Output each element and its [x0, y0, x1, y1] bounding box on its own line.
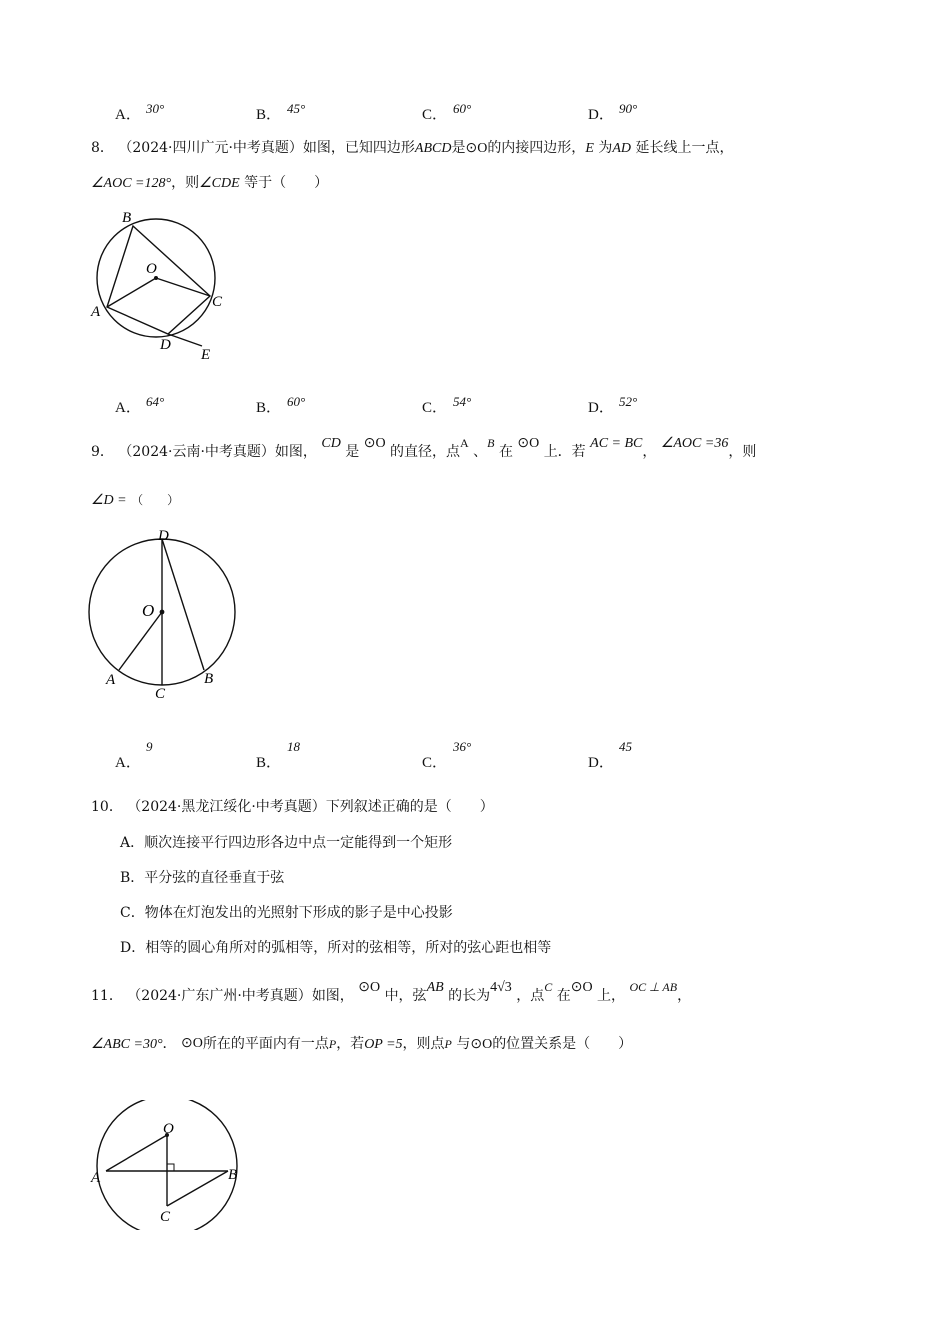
q10-option-a-letter: A． — [120, 835, 145, 851]
q10-source: （2024·黑龙江绥化·中考真题） — [127, 799, 326, 815]
q9-text: （ ） — [131, 493, 180, 507]
q8-text: 延长线上一点， — [635, 140, 734, 156]
q8-text: 等于（ ） — [244, 175, 329, 191]
q8-label-b: B — [122, 210, 132, 226]
q8-label-e: E — [201, 347, 211, 363]
q8-option-c-letter: C． — [422, 400, 448, 416]
q9-option-b-value: 18 — [287, 739, 300, 754]
q8-quad: ABCD — [414, 141, 452, 156]
q8-quadrilateral — [107, 226, 210, 334]
q11-text: 在 — [556, 988, 571, 1004]
q9-option-d-letter: D． — [588, 755, 614, 771]
q9-text: 、 — [473, 444, 488, 460]
q8-seg-ad: AD — [612, 141, 631, 156]
q9-line-1 — [91, 436, 757, 463]
q7-option-d-letter: D． — [588, 107, 614, 123]
q11-point-p-2: P — [444, 1037, 452, 1051]
q11-length: 4√3 — [490, 980, 512, 995]
q9-circle: ⊙O — [363, 436, 386, 451]
q11-text: 与 — [456, 1036, 471, 1052]
q8-text: ，则 — [171, 175, 200, 191]
q7-option-a-letter: A． — [115, 107, 141, 123]
q9-number: 9． — [91, 444, 114, 460]
q11-figure — [80, 1100, 260, 1230]
q7-option-b-value: 45° — [287, 101, 306, 116]
q9-label-c: C — [155, 686, 166, 700]
q9-point-a: A — [460, 436, 469, 450]
q9-center-dot — [160, 610, 165, 615]
q11-ab: AB — [426, 980, 444, 995]
q9-option-b-letter: B． — [256, 755, 282, 771]
q8-option-d-value: 52° — [619, 394, 638, 409]
q11-text: ，则点 — [402, 1036, 445, 1052]
q10-option-c-text: 物体在灯泡发出的光照射下形成的影子是中心投影 — [144, 905, 453, 921]
q8-label-o: O — [146, 261, 157, 277]
q10-option-a-text: 顺次连接平行四边形各边中点一定能得到一个矩形 — [144, 835, 453, 851]
q9-text: ，则 — [728, 444, 757, 460]
q11-text: 的位置关系是（ ） — [492, 1036, 633, 1052]
q9-source: （2024·云南·中考真题） — [118, 444, 275, 460]
q11-text: 中，弦 — [384, 988, 427, 1004]
q11-label-c: C — [160, 1209, 171, 1225]
q9-arc-equality: AC = BC — [590, 436, 643, 451]
q8-line-1 — [91, 138, 733, 159]
q8-option-c-value: 54° — [453, 394, 472, 409]
q10-option-d-letter: D． — [120, 940, 146, 956]
q11-circle: ⊙O — [358, 980, 381, 995]
q9-text: ， — [642, 444, 657, 460]
q8-number: 8． — [91, 140, 114, 156]
q8-text: 的内接四边形， — [487, 140, 586, 156]
q9-label-a: A — [106, 672, 116, 688]
q11-text: 的长为 — [448, 988, 491, 1004]
q11-line-1 — [91, 980, 692, 1007]
q9-text: 如图， — [274, 444, 317, 460]
q11-circle-2: ⊙O — [570, 980, 593, 995]
q10-option-c-letter: C． — [120, 905, 145, 921]
q9-text: 上．若 — [543, 444, 586, 460]
q10-option-c — [120, 903, 453, 923]
q8-option-b-letter: B． — [256, 400, 282, 416]
q7-option-d-value: 90° — [619, 101, 638, 116]
q8-given: ∠AOC =128° — [91, 176, 172, 191]
q8-option-a-letter: A． — [115, 400, 141, 416]
q7-option-c-value: 60° — [453, 101, 472, 116]
q8-source: （2024·四川广元·中考真题） — [118, 140, 303, 156]
q8-text: 如图，已知四边形 — [302, 140, 415, 156]
q9-figure — [80, 520, 250, 700]
q11-text: ，若 — [336, 1036, 365, 1052]
q8-point-e: E — [585, 141, 594, 156]
q8-label-a: A — [91, 304, 101, 320]
q11-line-2 — [91, 1034, 632, 1055]
q11-source: （2024·广东广州·中考真题） — [127, 988, 312, 1004]
q9-label-o: O — [142, 601, 155, 620]
q7-option-a-value: 30° — [146, 101, 165, 116]
q9-option-a-letter: A． — [115, 755, 141, 771]
q11-circle-3: ⊙O — [181, 1036, 203, 1051]
q9-option-c-letter: C． — [422, 755, 448, 771]
q9-given: ∠AOC =36 — [660, 436, 729, 451]
q10-option-a — [120, 833, 452, 853]
q8-segment-oc — [156, 278, 210, 296]
q11-perp: OC ⊥ AB — [629, 980, 678, 994]
q8-option-b-value: 60° — [287, 394, 306, 409]
q10-option-d — [120, 938, 551, 958]
q9-text: 是 — [345, 444, 360, 460]
q10-option-b-text: 平分弦的直径垂直于弦 — [144, 870, 285, 886]
q11-segment-oa — [106, 1135, 167, 1171]
q8-segment-de — [168, 334, 202, 346]
q11-circle-4: ⊙O — [470, 1037, 493, 1052]
q11-label-b: B — [228, 1167, 238, 1183]
q11-point-c: C — [544, 980, 553, 994]
q9-text: 的直径，点 — [390, 444, 461, 460]
q8-figure — [80, 200, 240, 370]
q8-text: 为 — [598, 140, 613, 156]
q8-ask: ∠CDE — [199, 176, 240, 191]
q9-segment-db — [162, 539, 204, 670]
q9-text: 在 — [498, 444, 513, 460]
q9-label-b: B — [204, 671, 214, 687]
q11-label-a: A — [91, 1170, 101, 1186]
q10-stem: 下列叙述正确的是（ ） — [325, 799, 494, 815]
q8-label-c: C — [212, 294, 223, 310]
q10-option-b — [120, 868, 284, 888]
q11-text: 如图， — [311, 988, 354, 1004]
q9-segment-oa — [119, 612, 162, 670]
q10-number: 10． — [91, 799, 123, 815]
q9-label-d: D — [158, 528, 169, 544]
q9-line-2 — [91, 490, 179, 511]
q9-option-c-value: 36° — [453, 739, 472, 754]
q11-point-p: P — [328, 1037, 337, 1051]
q11-text: 所在的平面内有一点 — [202, 1036, 329, 1052]
q9-ask: ∠D = — [91, 493, 127, 508]
q11-label-o: O — [163, 1121, 174, 1137]
q7-option-b-letter: B． — [256, 107, 282, 123]
q8-option-d-letter: D． — [588, 400, 614, 416]
q9-point-b: B — [487, 436, 495, 450]
q10-option-d-text: 相等的圆心角所对的弧相等，所对的弦相等，所对的弦心距也相等 — [145, 940, 552, 956]
q8-option-a-value: 64° — [146, 394, 165, 409]
q8-line-2 — [91, 173, 328, 194]
q7-option-c-letter: C． — [422, 107, 448, 123]
q11-number: 11． — [91, 988, 123, 1004]
q11-text: ． — [162, 1036, 177, 1052]
q8-circle: ⊙O — [465, 141, 488, 156]
q9-circle-2: ⊙O — [517, 436, 540, 451]
q11-right-angle-mark — [167, 1164, 174, 1171]
q9-cd: CD — [321, 436, 341, 451]
q11-text: ， — [677, 988, 692, 1004]
q11-segment-cb — [167, 1171, 228, 1206]
q11-text: ，点 — [516, 988, 545, 1004]
q10-stem-line — [91, 797, 494, 817]
q11-op: OP =5 — [364, 1037, 403, 1052]
q8-text: 是 — [451, 140, 466, 156]
q8-label-d: D — [160, 337, 171, 353]
q11-text: 上， — [597, 988, 626, 1004]
q9-option-d-value: 45 — [619, 739, 632, 754]
q9-option-a-value: 9 — [146, 739, 153, 754]
q11-given: ∠ABC =30° — [91, 1037, 163, 1052]
q10-option-b-letter: B． — [120, 870, 145, 886]
